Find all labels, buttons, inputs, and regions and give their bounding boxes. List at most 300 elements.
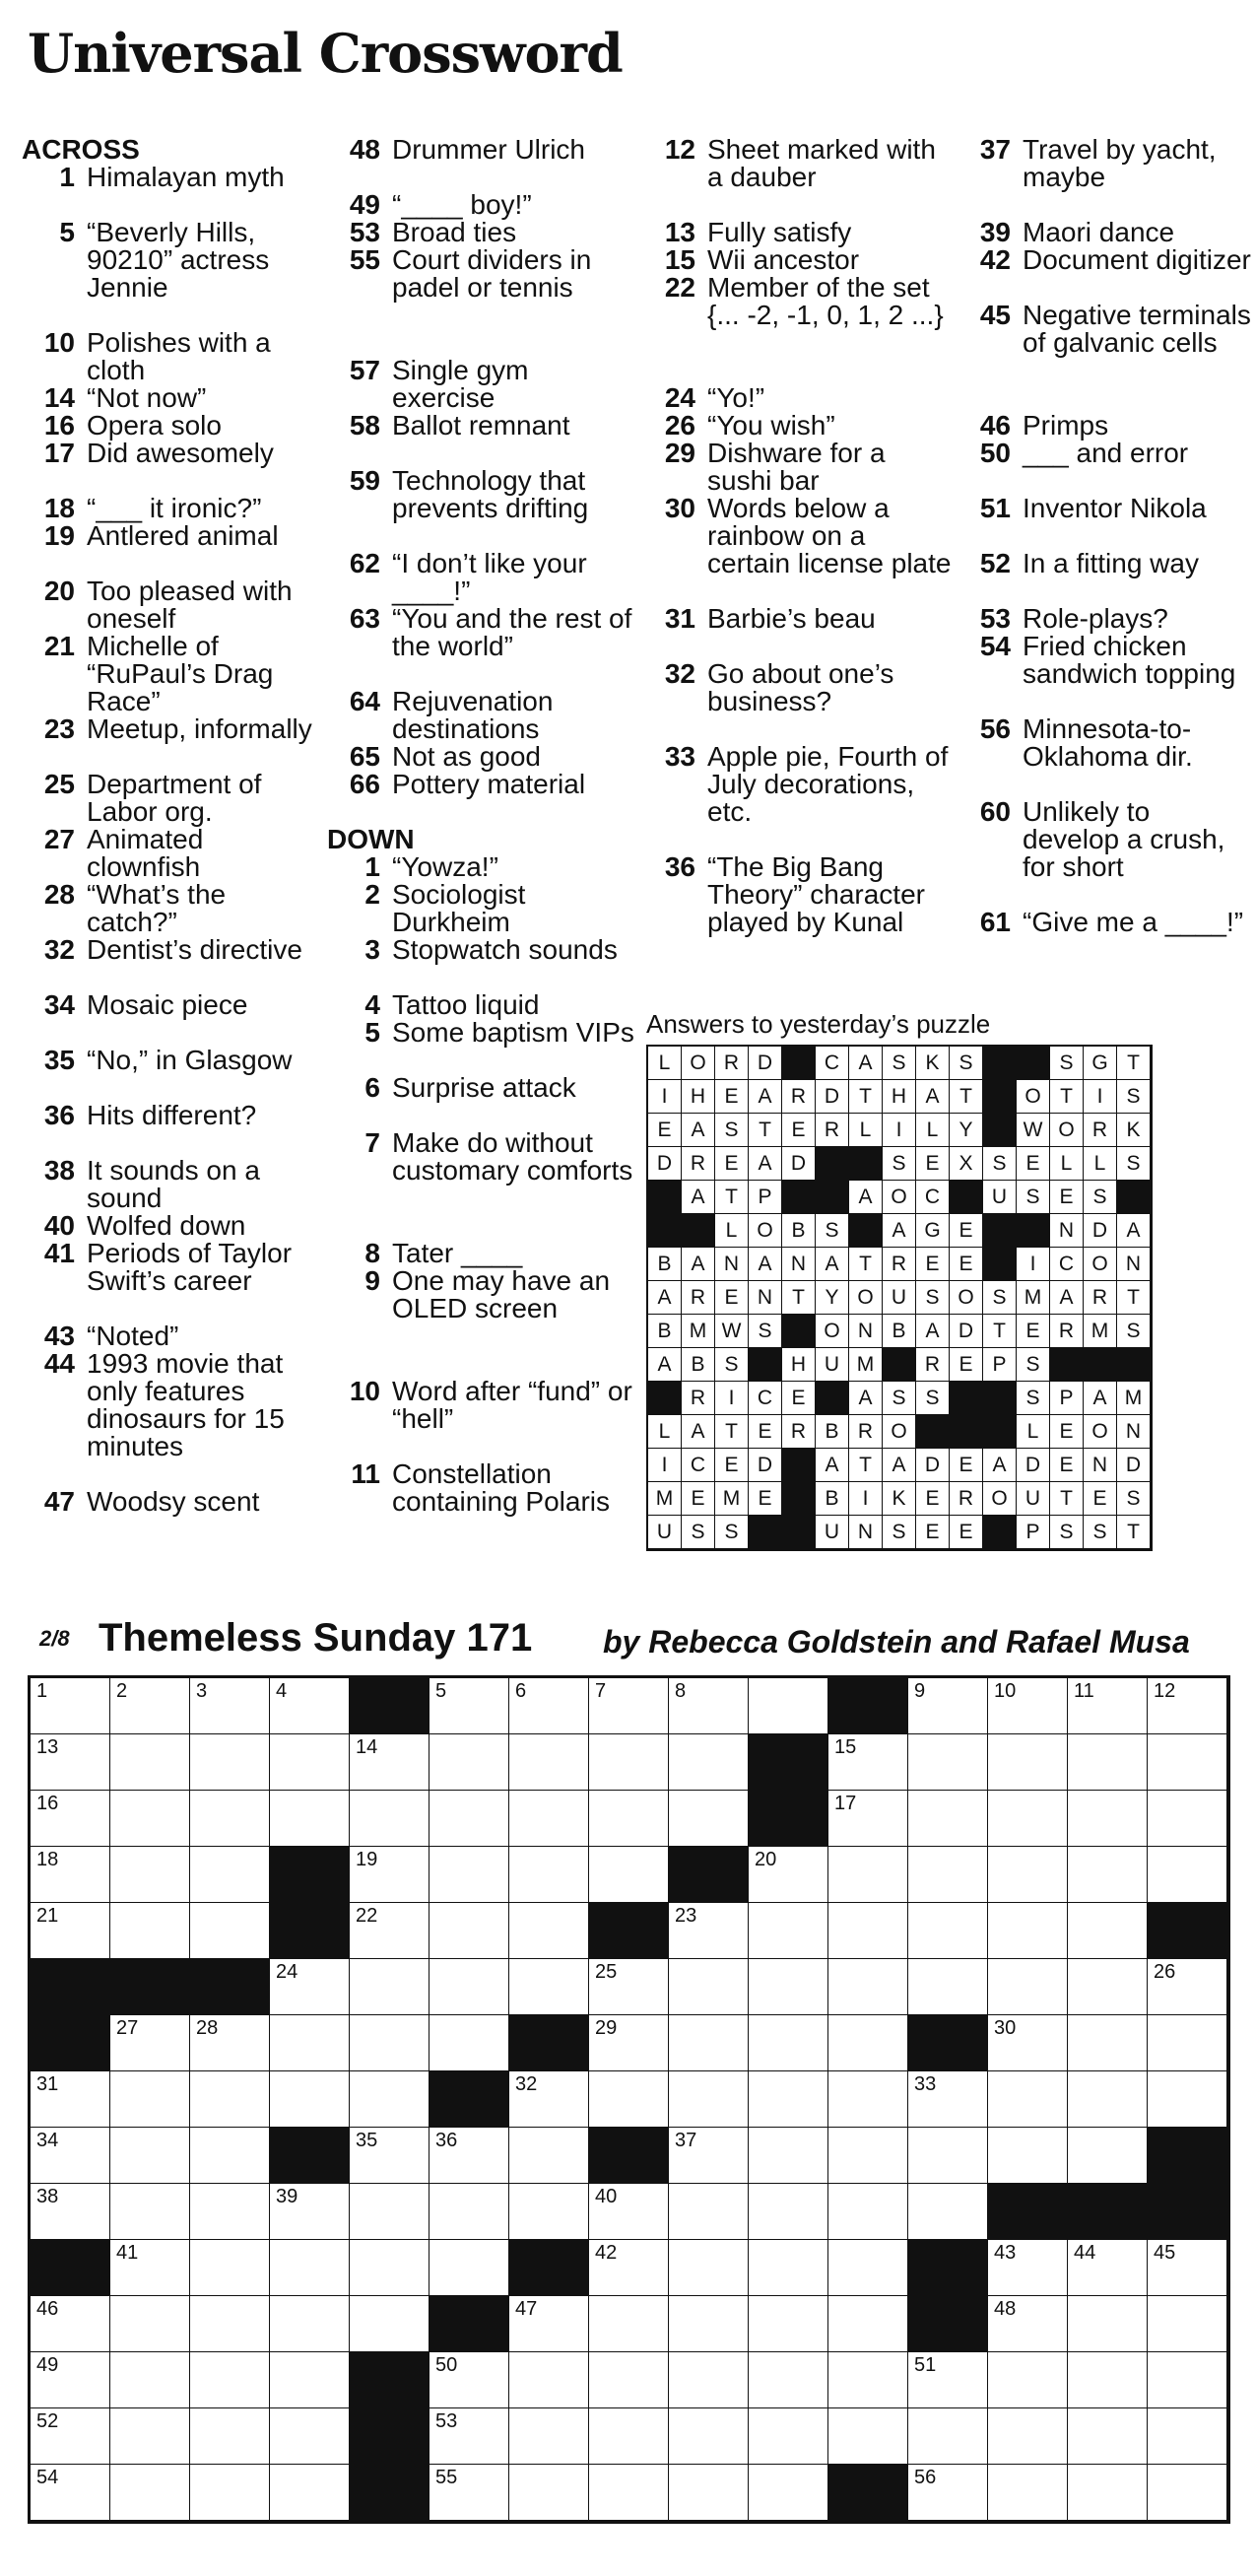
clue-number: 54 [979, 631, 1011, 661]
grid-cell[interactable] [988, 2128, 1068, 2184]
grid-cell[interactable] [270, 1678, 350, 1734]
grid-cell[interactable] [190, 1678, 270, 1734]
grid-cell[interactable] [828, 1959, 908, 2015]
grid-cell[interactable] [1148, 2408, 1227, 2465]
black-square [908, 2296, 988, 2352]
clue-text: In a fitting way [1023, 548, 1199, 578]
grid-cell[interactable] [270, 2015, 350, 2071]
grid-cell[interactable] [589, 2015, 669, 2071]
clue-text: “You wish” [707, 410, 835, 441]
cell-number: 2 [116, 1680, 128, 1702]
answer-cell: E [749, 1482, 782, 1516]
grid-cell[interactable] [430, 1903, 509, 1959]
grid-cell[interactable] [589, 2352, 669, 2408]
grid-cell[interactable] [350, 2240, 430, 2296]
grid-cell[interactable] [908, 1678, 988, 1734]
answer-cell: O [883, 1181, 916, 1214]
grid-cell[interactable] [1068, 1791, 1148, 1847]
answer-black-square [983, 1516, 1017, 1549]
grid-cell[interactable] [828, 2296, 908, 2352]
clue-text: “Yo!” [707, 382, 765, 413]
grid-cell[interactable] [749, 2352, 828, 2408]
grid-cell[interactable] [988, 1847, 1068, 1903]
grid-cell[interactable] [430, 2184, 509, 2240]
grid-cell[interactable] [430, 1959, 509, 2015]
clue-number: 6 [364, 1072, 380, 1103]
grid-cell[interactable] [988, 1903, 1068, 1959]
grid-cell[interactable] [988, 2465, 1068, 2521]
grid-cell[interactable] [749, 1678, 828, 1734]
yesterday-label: Answers to yesterday’s puzzle [646, 1009, 991, 1039]
grid-cell[interactable] [350, 2184, 430, 2240]
grid-cell[interactable] [589, 2296, 669, 2352]
grid-cell[interactable] [828, 2071, 908, 2128]
grid-cell[interactable] [1068, 1734, 1148, 1791]
cell-number: 26 [1154, 1961, 1176, 1983]
grid-cell[interactable] [509, 2296, 589, 2352]
cell-number: 28 [196, 2017, 219, 2039]
grid-cell[interactable] [350, 1903, 430, 1959]
answer-cell: O [816, 1315, 849, 1348]
answer-black-square [1017, 1047, 1050, 1080]
grid-cell[interactable] [430, 1678, 509, 1734]
clue-text: Broad ties [392, 217, 517, 247]
grid-cell[interactable] [350, 2296, 430, 2352]
grid-cell[interactable] [589, 2240, 669, 2296]
grid-cell[interactable] [669, 2408, 749, 2465]
grid-cell[interactable] [589, 2184, 669, 2240]
grid-cell[interactable] [270, 2240, 350, 2296]
grid-cell[interactable] [270, 1959, 350, 2015]
grid-cell[interactable] [749, 1959, 828, 2015]
grid-cell[interactable] [31, 2296, 110, 2352]
clue-number: 39 [979, 217, 1011, 247]
grid-cell[interactable] [908, 2352, 988, 2408]
clue-item [22, 495, 317, 522]
grid-cell[interactable] [1068, 1678, 1148, 1734]
answer-cell: S [883, 1047, 916, 1080]
answer-cell: I [883, 1114, 916, 1147]
answer-black-square [782, 1047, 816, 1080]
grid-cell[interactable] [190, 2184, 270, 2240]
clue-item [642, 660, 953, 743]
grid-cell[interactable] [270, 2184, 350, 2240]
grid-cell[interactable] [110, 2465, 190, 2521]
grid-cell[interactable] [1068, 2240, 1148, 2296]
grid-cell[interactable] [110, 2352, 190, 2408]
grid-cell[interactable] [350, 2015, 430, 2071]
clue-number: 36 [43, 1100, 75, 1130]
clue-item [327, 467, 637, 550]
black-square [589, 1903, 669, 1959]
grid-cell[interactable] [270, 1791, 350, 1847]
grid-cell[interactable] [589, 2465, 669, 2521]
grid-cell[interactable] [669, 2071, 749, 2128]
grid-cell[interactable] [749, 2128, 828, 2184]
clue-text: Antlered animal [87, 520, 279, 551]
grid-cell[interactable] [31, 1791, 110, 1847]
grid-cell[interactable] [908, 1959, 988, 2015]
grid-cell[interactable] [31, 2465, 110, 2521]
cell-number: 16 [36, 1793, 59, 1814]
grid-cell[interactable] [31, 1903, 110, 1959]
answer-cell: U [816, 1348, 849, 1382]
cell-number: 42 [595, 2242, 618, 2264]
cell-number: 24 [276, 1961, 298, 1983]
grid-cell[interactable] [190, 2465, 270, 2521]
grid-cell[interactable] [749, 2465, 828, 2521]
grid-cell[interactable] [509, 2071, 589, 2128]
grid-cell[interactable] [350, 1847, 430, 1903]
grid-cell[interactable] [190, 2015, 270, 2071]
grid-cell[interactable] [31, 1847, 110, 1903]
grid-cell[interactable] [190, 2128, 270, 2184]
grid-cell[interactable] [190, 2352, 270, 2408]
grid-cell[interactable] [270, 2071, 350, 2128]
answer-cell: C [816, 1047, 849, 1080]
grid-cell[interactable] [190, 1791, 270, 1847]
clue-number: 56 [979, 713, 1011, 744]
grid-cell[interactable] [509, 2128, 589, 2184]
grid-cell[interactable] [749, 2296, 828, 2352]
grid-cell[interactable] [1068, 2352, 1148, 2408]
clue-item [22, 991, 317, 1047]
cell-number: 11 [1074, 1680, 1094, 1702]
grid-cell[interactable] [828, 2128, 908, 2184]
answer-cell: N [715, 1248, 749, 1281]
grid-cell[interactable] [509, 1678, 589, 1734]
cell-number: 40 [595, 2186, 618, 2207]
grid-cell[interactable] [509, 2352, 589, 2408]
grid-cell[interactable] [110, 2128, 190, 2184]
grid-cell[interactable] [1148, 2240, 1227, 2296]
clue-text: “I don’t like your ____!” [392, 548, 587, 606]
grid-cell[interactable] [509, 1959, 589, 2015]
clue-number: 66 [349, 769, 380, 799]
grid-cell[interactable] [31, 1678, 110, 1734]
cell-number: 5 [435, 1680, 447, 1702]
grid-cell[interactable] [350, 2128, 430, 2184]
grid-cell[interactable] [110, 2408, 190, 2465]
clue-number: 55 [349, 244, 380, 275]
grid-cell[interactable] [31, 2071, 110, 2128]
grid-cell[interactable] [110, 1678, 190, 1734]
grid-cell[interactable] [430, 1847, 509, 1903]
grid-cell[interactable] [430, 2465, 509, 2521]
clue-item [327, 1460, 637, 1543]
grid-cell[interactable] [31, 1734, 110, 1791]
clue-text: Periods of Taylor Swift’s career [87, 1238, 293, 1296]
clue-item [22, 440, 317, 495]
grid-cell[interactable] [828, 2240, 908, 2296]
clue-text: Opera solo [87, 410, 222, 441]
grid-cell[interactable] [589, 1678, 669, 1734]
clue-item [958, 550, 1253, 605]
page-title: Universal Crossword [28, 22, 623, 85]
black-square [350, 1678, 430, 1734]
grid-cell[interactable] [828, 1734, 908, 1791]
black-square [988, 2184, 1068, 2240]
grid-cell[interactable] [908, 2408, 988, 2465]
grid-cell[interactable] [350, 2071, 430, 2128]
answer-black-square [1050, 1348, 1084, 1382]
grid-cell[interactable] [350, 1734, 430, 1791]
grid-cell[interactable] [669, 2128, 749, 2184]
grid-cell[interactable] [1068, 1959, 1148, 2015]
clue-number: 5 [364, 1017, 380, 1048]
grid-cell[interactable] [430, 1734, 509, 1791]
grid-cell[interactable] [908, 1734, 988, 1791]
grid-cell[interactable] [1068, 1903, 1148, 1959]
clue-text: Wii ancestor [707, 244, 860, 275]
black-square [908, 2015, 988, 2071]
clue-number: 57 [349, 355, 380, 385]
clue-number: 33 [664, 741, 695, 772]
grid-cell[interactable] [509, 1791, 589, 1847]
grid-cell[interactable] [1068, 1847, 1148, 1903]
grid-cell[interactable] [1148, 1847, 1227, 1903]
clue-text: Go about one’s business? [707, 658, 894, 716]
clue-number: 2 [364, 879, 380, 910]
clue-item [958, 633, 1253, 715]
grid-cell[interactable] [988, 1959, 1068, 2015]
answer-cell: R [916, 1348, 950, 1382]
clue-column-3 [642, 136, 953, 991]
grid-cell[interactable] [270, 2465, 350, 2521]
answer-cell: S [916, 1382, 950, 1415]
grid-cell[interactable] [828, 2352, 908, 2408]
grid-cell[interactable] [908, 2071, 988, 2128]
grid-cell[interactable] [1148, 2071, 1227, 2128]
grid-cell[interactable] [1068, 2408, 1148, 2465]
clue-text: Constellation containing Polaris [392, 1458, 611, 1517]
grid-cell[interactable] [749, 2184, 828, 2240]
grid-cell[interactable] [190, 1847, 270, 1903]
grid-cell[interactable] [589, 1959, 669, 2015]
grid-cell[interactable] [988, 2015, 1068, 2071]
answer-cell: E [1050, 1181, 1084, 1214]
grid-cell[interactable] [190, 1734, 270, 1791]
grid-cell[interactable] [110, 1734, 190, 1791]
clue-text: Maori dance [1023, 217, 1175, 247]
grid-cell[interactable] [31, 2128, 110, 2184]
grid-cell[interactable] [270, 1734, 350, 1791]
grid-cell[interactable] [988, 1734, 1068, 1791]
answer-cell: E [1017, 1315, 1050, 1348]
grid-cell[interactable] [190, 2296, 270, 2352]
answer-cell: D [749, 1449, 782, 1482]
grid-cell[interactable] [430, 2015, 509, 2071]
answer-cell: E [715, 1281, 749, 1315]
grid-cell[interactable] [1148, 2465, 1227, 2521]
grid-cell[interactable] [749, 1903, 828, 1959]
clue-item [22, 522, 317, 577]
grid-cell[interactable] [110, 1903, 190, 1959]
grid-cell[interactable] [908, 1791, 988, 1847]
clue-text: Michelle of “RuPaul’s Drag Race” [87, 631, 274, 716]
grid-cell[interactable] [749, 2240, 828, 2296]
grid-cell[interactable] [430, 2240, 509, 2296]
grid-cell[interactable] [988, 2408, 1068, 2465]
grid-cell[interactable] [828, 1791, 908, 1847]
grid-cell[interactable] [828, 1847, 908, 1903]
grid-cell[interactable] [828, 2408, 908, 2465]
grid-cell[interactable] [350, 1959, 430, 2015]
grid-cell[interactable] [669, 2296, 749, 2352]
answer-cell: N [1117, 1248, 1151, 1281]
answer-black-square [849, 1214, 883, 1248]
grid-cell[interactable] [988, 2240, 1068, 2296]
black-square [509, 2015, 589, 2071]
grid-cell[interactable] [110, 1791, 190, 1847]
answer-black-square [983, 1047, 1017, 1080]
grid-cell[interactable] [190, 2240, 270, 2296]
grid-cell[interactable] [669, 1678, 749, 1734]
clue-text: 1993 movie that only features dinosaurs for 15 minutes [87, 1348, 285, 1461]
answer-cell: S [1017, 1348, 1050, 1382]
puzzle-byline: by Rebecca Goldstein and Rafael Musa [603, 1624, 1190, 1660]
grid-cell[interactable] [110, 2071, 190, 2128]
grid-cell[interactable] [190, 2071, 270, 2128]
answer-cell: E [1050, 1449, 1084, 1482]
grid-cell[interactable] [31, 2352, 110, 2408]
grid-cell[interactable] [669, 2240, 749, 2296]
grid-cell[interactable] [669, 1959, 749, 2015]
grid-cell[interactable] [350, 1791, 430, 1847]
grid-cell[interactable] [1068, 2071, 1148, 2128]
grid-cell[interactable] [110, 2015, 190, 2071]
grid-cell[interactable] [908, 2184, 988, 2240]
grid-cell[interactable] [1148, 1734, 1227, 1791]
answer-black-square [1117, 1348, 1151, 1382]
grid-cell[interactable] [509, 2408, 589, 2465]
answer-cell: M [1117, 1382, 1151, 1415]
grid-cell[interactable] [669, 2465, 749, 2521]
grid-cell[interactable] [110, 2184, 190, 2240]
grid-cell[interactable] [669, 2015, 749, 2071]
clue-text: Tater ____ [392, 1238, 523, 1268]
clue-number: 26 [664, 410, 695, 441]
grid-cell[interactable] [31, 2184, 110, 2240]
grid-cell[interactable] [669, 2352, 749, 2408]
grid-cell[interactable] [749, 2408, 828, 2465]
clue-item [642, 605, 953, 660]
grid-cell[interactable] [988, 2071, 1068, 2128]
grid-cell[interactable] [749, 2071, 828, 2128]
grid-cell[interactable] [1068, 2465, 1148, 2521]
grid-cell[interactable] [430, 1791, 509, 1847]
grid-cell[interactable] [908, 2465, 988, 2521]
cell-number: 8 [675, 1680, 687, 1702]
grid-cell[interactable] [908, 1847, 988, 1903]
grid-cell[interactable] [988, 2352, 1068, 2408]
grid-cell[interactable] [1148, 2015, 1227, 2071]
grid-cell[interactable] [828, 1903, 908, 1959]
clue-number: 20 [43, 576, 75, 606]
cell-number: 56 [914, 2467, 937, 2488]
grid-cell[interactable] [1068, 2015, 1148, 2071]
cell-number: 37 [675, 2130, 697, 2151]
grid-cell[interactable] [270, 2408, 350, 2465]
grid-cell[interactable] [749, 1847, 828, 1903]
grid-cell[interactable] [110, 2240, 190, 2296]
grid-cell[interactable] [1148, 1791, 1227, 1847]
clue-item [22, 412, 317, 440]
grid-cell[interactable] [828, 2015, 908, 2071]
clue-number: 16 [43, 410, 75, 441]
grid-cell[interactable] [31, 2408, 110, 2465]
grid-cell[interactable] [509, 1734, 589, 1791]
answer-cell: O [883, 1415, 916, 1449]
clue-number: 48 [349, 134, 380, 165]
clue-item [22, 1240, 317, 1322]
grid-cell[interactable] [1068, 2296, 1148, 2352]
clue-text: “___ it ironic?” [87, 493, 262, 523]
answer-cell: L [715, 1214, 749, 1248]
grid-cell[interactable] [908, 1903, 988, 1959]
answer-cell: S [1117, 1080, 1151, 1114]
grid-cell[interactable] [988, 2296, 1068, 2352]
grid-cell[interactable] [988, 1678, 1068, 1734]
grid-cell[interactable] [749, 2015, 828, 2071]
grid-cell[interactable] [589, 2071, 669, 2128]
grid-cell[interactable] [669, 2184, 749, 2240]
cell-number: 36 [435, 2130, 458, 2151]
answer-cell: T [749, 1114, 782, 1147]
answer-cell: U [983, 1181, 1017, 1214]
grid-cell[interactable] [1068, 2128, 1148, 2184]
answer-cell: B [782, 1214, 816, 1248]
grid-cell[interactable] [430, 2128, 509, 2184]
grid-cell[interactable] [589, 1847, 669, 1903]
grid-cell[interactable] [1148, 1959, 1227, 2015]
grid-cell[interactable] [828, 2184, 908, 2240]
grid-cell[interactable] [190, 1903, 270, 1959]
clue-item [327, 1074, 637, 1129]
grid-cell[interactable] [1148, 1678, 1227, 1734]
answer-cell: N [1117, 1415, 1151, 1449]
clue-text: Fried chicken sandwich topping [1023, 631, 1236, 689]
grid-cell[interactable] [110, 2296, 190, 2352]
grid-cell[interactable] [509, 2465, 589, 2521]
answer-cell: D [950, 1315, 983, 1348]
grid-cell[interactable] [589, 1734, 669, 1791]
grid-cell[interactable] [1148, 2352, 1227, 2408]
grid-cell[interactable] [669, 1903, 749, 1959]
answer-black-square [816, 1382, 849, 1415]
grid-cell[interactable] [988, 1791, 1068, 1847]
clue-text: Travel by yacht, maybe [1023, 134, 1217, 192]
grid-cell[interactable] [190, 2408, 270, 2465]
grid-cell[interactable] [509, 1847, 589, 1903]
grid-cell[interactable] [669, 1791, 749, 1847]
grid-cell[interactable] [110, 1847, 190, 1903]
grid-cell[interactable] [1148, 2296, 1227, 2352]
grid-cell[interactable] [669, 1734, 749, 1791]
grid-cell[interactable] [589, 1791, 669, 1847]
grid-cell[interactable] [908, 2128, 988, 2184]
answer-cell: D [1117, 1449, 1151, 1482]
answer-cell: S [1117, 1147, 1151, 1181]
grid-cell[interactable] [430, 2352, 509, 2408]
grid-cell[interactable] [430, 2408, 509, 2465]
grid-cell[interactable] [589, 2408, 669, 2465]
black-square [669, 1847, 749, 1903]
grid-cell[interactable] [509, 1903, 589, 1959]
grid-cell[interactable] [509, 2184, 589, 2240]
grid-cell[interactable] [270, 2352, 350, 2408]
grid-cell[interactable] [270, 2296, 350, 2352]
